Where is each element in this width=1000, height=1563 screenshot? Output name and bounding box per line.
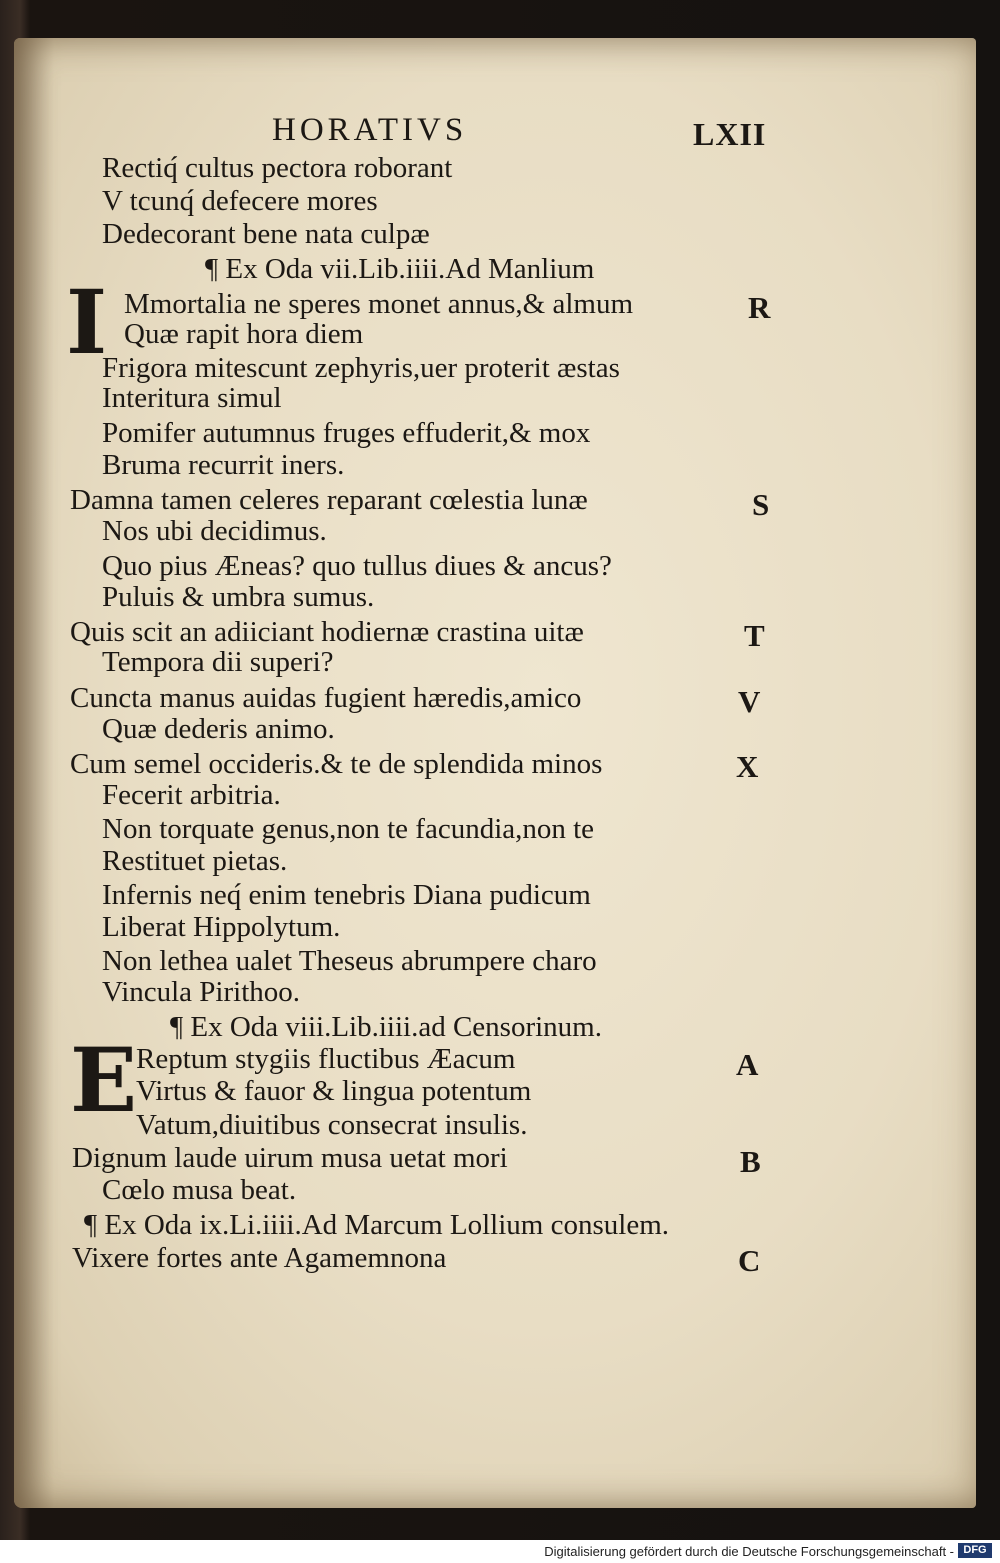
decorated-initial: E <box>70 1028 138 1132</box>
margin-marker-r: R <box>748 290 771 325</box>
verse-line: Infernis neq́ enim tenebris Diana pudicum <box>102 879 591 911</box>
margin-marker-a: A <box>736 1047 759 1082</box>
verse-line: Quo pius Æneas? quo tullus diues & ancus? <box>102 550 612 582</box>
verse-line: Liberat Hippolytum. <box>102 911 341 943</box>
verse-line: Restituet pietas. <box>102 845 288 877</box>
verse-line: Interitura simul <box>102 382 282 414</box>
verse-line: Cum semel occideris.& te de splendida minos <box>70 748 603 780</box>
margin-marker-b: B <box>740 1144 761 1179</box>
verse-line: Nos ubi decidimus. <box>102 515 327 547</box>
margin-marker-v: V <box>738 684 761 719</box>
margin-marker-s: S <box>752 487 770 522</box>
running-title: HORATIVS <box>272 112 468 148</box>
verse-line: Dedecorant bene nata culpæ <box>102 218 430 250</box>
verse-line: V tcunq́ defecere mores <box>102 185 378 217</box>
folio-number: LXII <box>693 116 767 152</box>
page-gutter-shadow <box>14 38 54 1508</box>
margin-marker-t: T <box>744 618 765 653</box>
verse-line: Non lethea ualet Theseus abrumpere charo <box>102 945 597 977</box>
verse-line: Quæ dederis animo. <box>102 713 335 745</box>
verse-line: Damna tamen celeres reparant cœlestia lunæ <box>70 484 588 516</box>
verse-line: Rectiq́ cultus pectora roborant <box>102 152 453 184</box>
verse-line: Fecerit arbitria. <box>102 779 281 811</box>
verse-line: Quis scit an adiiciant hodiernæ crastina uitæ <box>70 616 584 648</box>
verse-line: Bruma recurrit iners. <box>102 449 345 481</box>
verse-line: Dignum laude uirum musa uetat mori <box>72 1142 508 1174</box>
verse-line: Reptum stygiis fluctibus Æacum <box>136 1043 516 1075</box>
margin-marker-x: X <box>736 749 759 784</box>
decorated-initial: I <box>66 270 108 374</box>
ode-heading: ¶ Ex Oda vii.Lib.iiii.Ad Manlium <box>205 253 595 285</box>
ode-heading: ¶ Ex Oda ix.Li.iiii.Ad Marcum Lollium consulem. <box>84 1209 669 1241</box>
verse-line: Non torquate genus,non te facundia,non te <box>102 813 595 845</box>
verse-line: Mmortalia ne speres monet annus,& almum <box>124 288 634 320</box>
verse-line: Frigora mitescunt zephyris,uer proterit æstas <box>102 352 620 384</box>
verse-line: Quæ rapit hora diem <box>124 318 364 350</box>
verse-line: Pomifer autumnus fruges effuderit,& mox <box>102 417 591 449</box>
verse-line: Vincula Pirithoo. <box>102 976 301 1008</box>
margin-marker-c: C <box>738 1243 761 1278</box>
verse-line: Cœlo musa beat. <box>102 1174 297 1206</box>
verse-line: Puluis & umbra sumus. <box>102 581 375 613</box>
ode-heading: ¶ Ex Oda viii.Lib.iiii.ad Censorinum. <box>170 1011 602 1043</box>
verse-line: Virtus & fauor & lingua potentum <box>136 1075 532 1107</box>
dfg-logo: DFG <box>958 1543 992 1558</box>
funding-notice: Digitalisierung gefördert durch die Deutsche Forschungsgemeinschaft - <box>544 1544 954 1559</box>
verse-line: Vixere fortes ante Agamemnona <box>72 1242 447 1274</box>
verse-line: Vatum,diuitibus consecrat insulis. <box>136 1109 528 1141</box>
verse-line: Cuncta manus auidas fugient hæredis,amico <box>70 682 582 714</box>
verse-line: Tempora dii superi? <box>102 646 334 678</box>
